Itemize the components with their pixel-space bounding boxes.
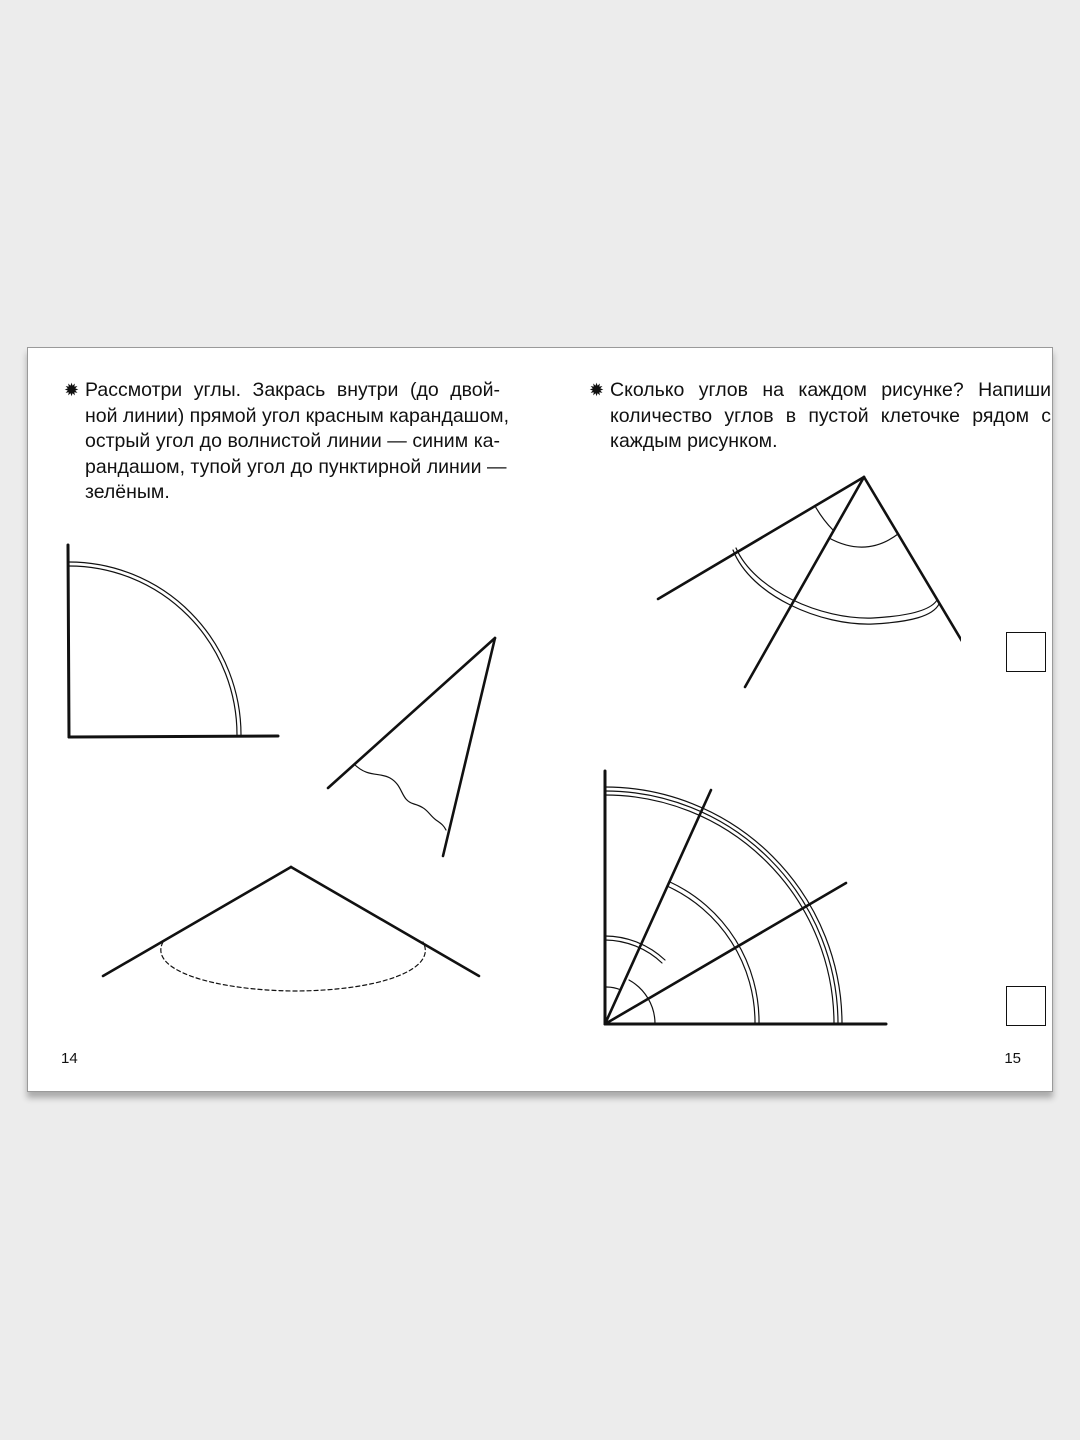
right-page — [541, 348, 1054, 1093]
task-line: каждым рисунком. — [610, 430, 778, 452]
task-line: количество углов в пустой клеточке рядом с — [610, 404, 1051, 427]
star-bullet-icon: ✹ — [64, 380, 80, 400]
angles-count-figure-2[interactable] — [596, 768, 896, 1038]
left-page — [28, 348, 541, 1093]
book-spread — [27, 347, 1053, 1092]
task-line: ной линии) прямой угол красным карандашом, — [85, 404, 509, 427]
left-task-text — [64, 378, 509, 506]
angles-count-figure-1[interactable] — [621, 468, 961, 698]
page-number: 14 — [61, 1050, 78, 1067]
right-task-text — [589, 378, 1051, 455]
task-line: Сколько углов на каждом рисунке? Напиши — [610, 379, 1051, 401]
star-bullet-icon: ✹ — [589, 380, 605, 400]
page-number: 15 — [1004, 1050, 1021, 1067]
answer-box-1[interactable] — [1006, 632, 1046, 672]
obtuse-angle-figure[interactable] — [93, 858, 488, 998]
task-line: рандашом, тупой угол до пунктирной линии — — [85, 455, 507, 478]
acute-angle-figure[interactable] — [318, 628, 508, 863]
task-line: зелёным. — [85, 481, 170, 503]
task-line: острый угол до волнистой линии — синим ка- — [85, 430, 500, 452]
task-line: Рассмотри углы. Закрась внутри (до двой- — [85, 379, 500, 401]
right-angle-figure[interactable] — [58, 538, 288, 748]
answer-box-2[interactable] — [1006, 986, 1046, 1026]
